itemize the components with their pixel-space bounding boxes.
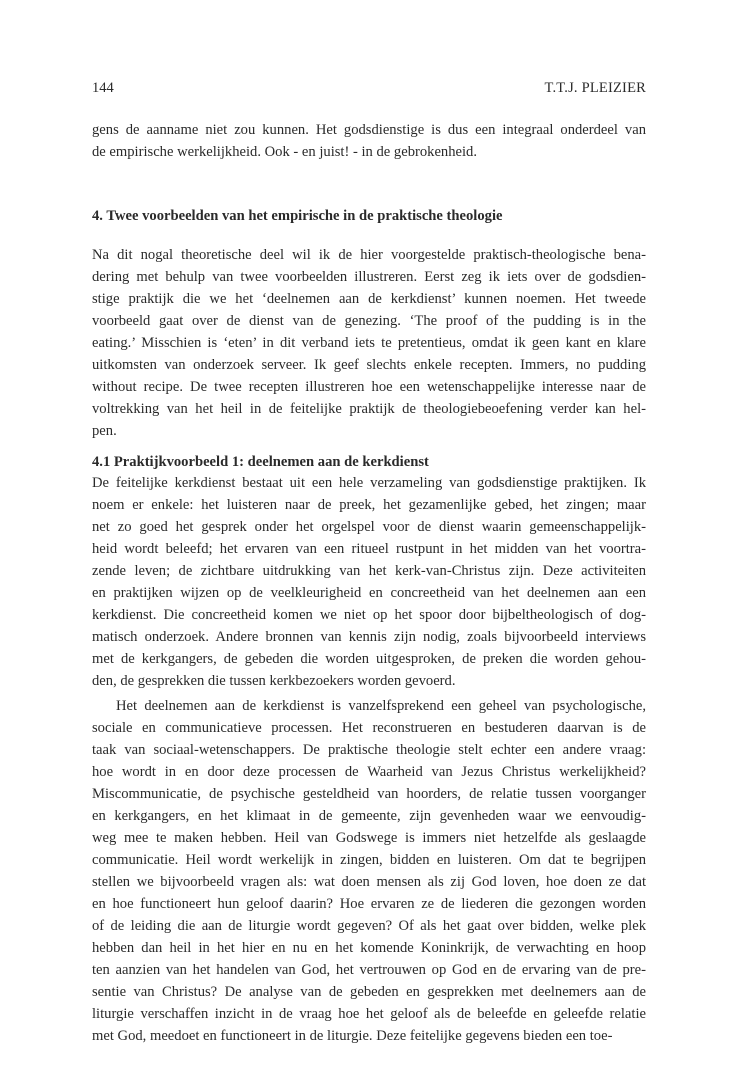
section-paragraph-line: uitkomsten van onderzoek serveer. Ik geef slechts enkele recepten. Immers, no pudding	[92, 357, 646, 373]
paragraph-line: en praktijken wijzen op de veelkleurigheid en concreetheid van het deelnemen aan een	[92, 585, 646, 601]
paragraph-line: Het deelnemen aan de kerkdienst is vanzelfsprekend een geheel van psychologische,	[116, 698, 646, 714]
paragraph-line: taak van sociaal-wetenschappers. De praktische theologie stelt echter een andere vraag:	[92, 742, 646, 758]
paragraph-line: met de kerkgangers, de gebeden die worden uitgesproken, de preken die worden gehou-	[92, 651, 646, 667]
paragraph-line: sentie van Christus? De analyse van de gebeden en gesprekken met deelnemers aan de	[92, 984, 646, 1000]
paragraph-line: en hoe functioneert hun geloof daarin? Hoe ervaren ze de liederen die gezongen worden	[92, 896, 646, 912]
running-header	[92, 78, 646, 98]
paragraph-line: en kerkgangers, en het klimaat in de gemeente, zijn gevenheden waar we eenvoudig-	[92, 808, 646, 824]
section-paragraph-line: dering met behulp van twee voorbeelden illustreren. Eerst zeg ik iets over de godsdien-	[92, 269, 646, 285]
paragraph-line: hebben dan heil in het hier en nu en het komende Koninkrijk, de verwachting en hoop	[92, 940, 646, 956]
paragraph-line: hoe wordt in en door deze processen de Waarheid van Jezus Christus werkelijkheid?	[92, 764, 646, 780]
running-head-author: T.T.J. PLEIZIER	[544, 80, 646, 96]
section-paragraph-line: voltrekking van het heil in de feitelijke praktijk de theologiebeoefening verder kan hel-	[92, 401, 646, 417]
paragraph-line: stellen we bijvoorbeeld vragen als: wat doen mensen als zij God loven, hoe doen ze dat	[92, 874, 646, 890]
subsection-heading: 4.1 Praktijkvoorbeeld 1: deelnemen aan de kerkdienst	[92, 454, 429, 470]
paragraph-line: ten aanzien van het handelen van God, het vertrouwen op God en de ervaring van de pre-	[92, 962, 646, 978]
paragraph-line: noem er enkele: het luisteren naar de preek, het gezamenlijke gebed, het zingen; maar	[92, 497, 646, 513]
page-number: 144	[92, 80, 114, 96]
paragraph-line: zende leven; de zichtbare uitdrukking van het kerk-van-Christus zijn. Deze activiteiten	[92, 563, 646, 579]
section-heading: 4. Twee voorbeelden van het empirische in de praktische theologie	[92, 208, 503, 224]
intro-paragraph-line: de empirische werkelijkheid. Ook - en juist! - in de gebrokenheid.	[92, 144, 477, 160]
paragraph-line: communicatie. Heil wordt werkelijk in zingen, bidden en luisteren. Om dat te begrijpen	[92, 852, 646, 868]
section-paragraph-line: stige praktijk die we het ‘deelnemen aan de kerkdienst’ kunnen noemen. Het tweede	[92, 291, 646, 307]
paragraph-line: De feitelijke kerkdienst bestaat uit een hele verzameling van godsdienstige praktijken. Ik	[92, 475, 646, 491]
section-paragraph-line: Na dit nogal theoretische deel wil ik de hier voorgestelde praktisch-theologische bena-	[92, 247, 646, 263]
paragraph-line: net zo goed het gesprek onder het orgelspel voor de dienst waarin gemeenschappelijk-	[92, 519, 646, 535]
intro-paragraph-line: gens de aanname niet zou kunnen. Het godsdienstige is dus een integraal onderdeel van	[92, 122, 646, 138]
section-paragraph-line: without recipe. De twee recepten illustreren hoe een wetenschappelijke interesse naar de	[92, 379, 646, 395]
paragraph-line: heid wordt beleefd; het ervaren van een ritueel rustpunt in het midden van het voortra-	[92, 541, 646, 557]
paragraph-line: liturgie verschaffen inzicht in de vraag hoe het geloof als de beleefde en geleefde relatie	[92, 1006, 646, 1022]
paragraph-line: matisch onderzoek. Andere bronnen van kennis zijn nodig, zoals bijvoorbeeld interviews	[92, 629, 646, 645]
paragraph-line: met God, meedoet en functioneert in de liturgie. Deze feitelijke gegevens bieden een toe-	[92, 1028, 613, 1044]
paragraph-line: den, de gesprekken die tussen kerkbezoekers worden gevoerd.	[92, 673, 456, 689]
section-paragraph-line: eating.’ Misschien is ‘eten’ in dit verband iets te pretentieus, omdat ik geen kant en klare	[92, 335, 646, 351]
section-paragraph-line: pen.	[92, 423, 117, 439]
paragraph-line: sociale en communicatieve processen. Het reconstrueren en bestuderen daarvan is de	[92, 720, 646, 736]
paragraph-line: kerkdienst. Die concreetheid komen we niet op het spoor door bijbeltheologisch of dog-	[92, 607, 646, 623]
paragraph-line: Miscommunicatie, de psychische gesteldheid van hoorders, de relatie tussen voorganger	[92, 786, 646, 802]
paragraph-line: weg mee te maken hebben. Heil van Godswege is immers niet hetzelfde als geslaagde	[92, 830, 646, 846]
paragraph-line: of de leiding die aan de liturgie wordt gegeven? Of als het gaat over bidden, welke plek	[92, 918, 646, 934]
section-paragraph-line: voorbeeld gaat over de dienst van de genezing. ‘The proof of the pudding is in the	[92, 313, 646, 329]
